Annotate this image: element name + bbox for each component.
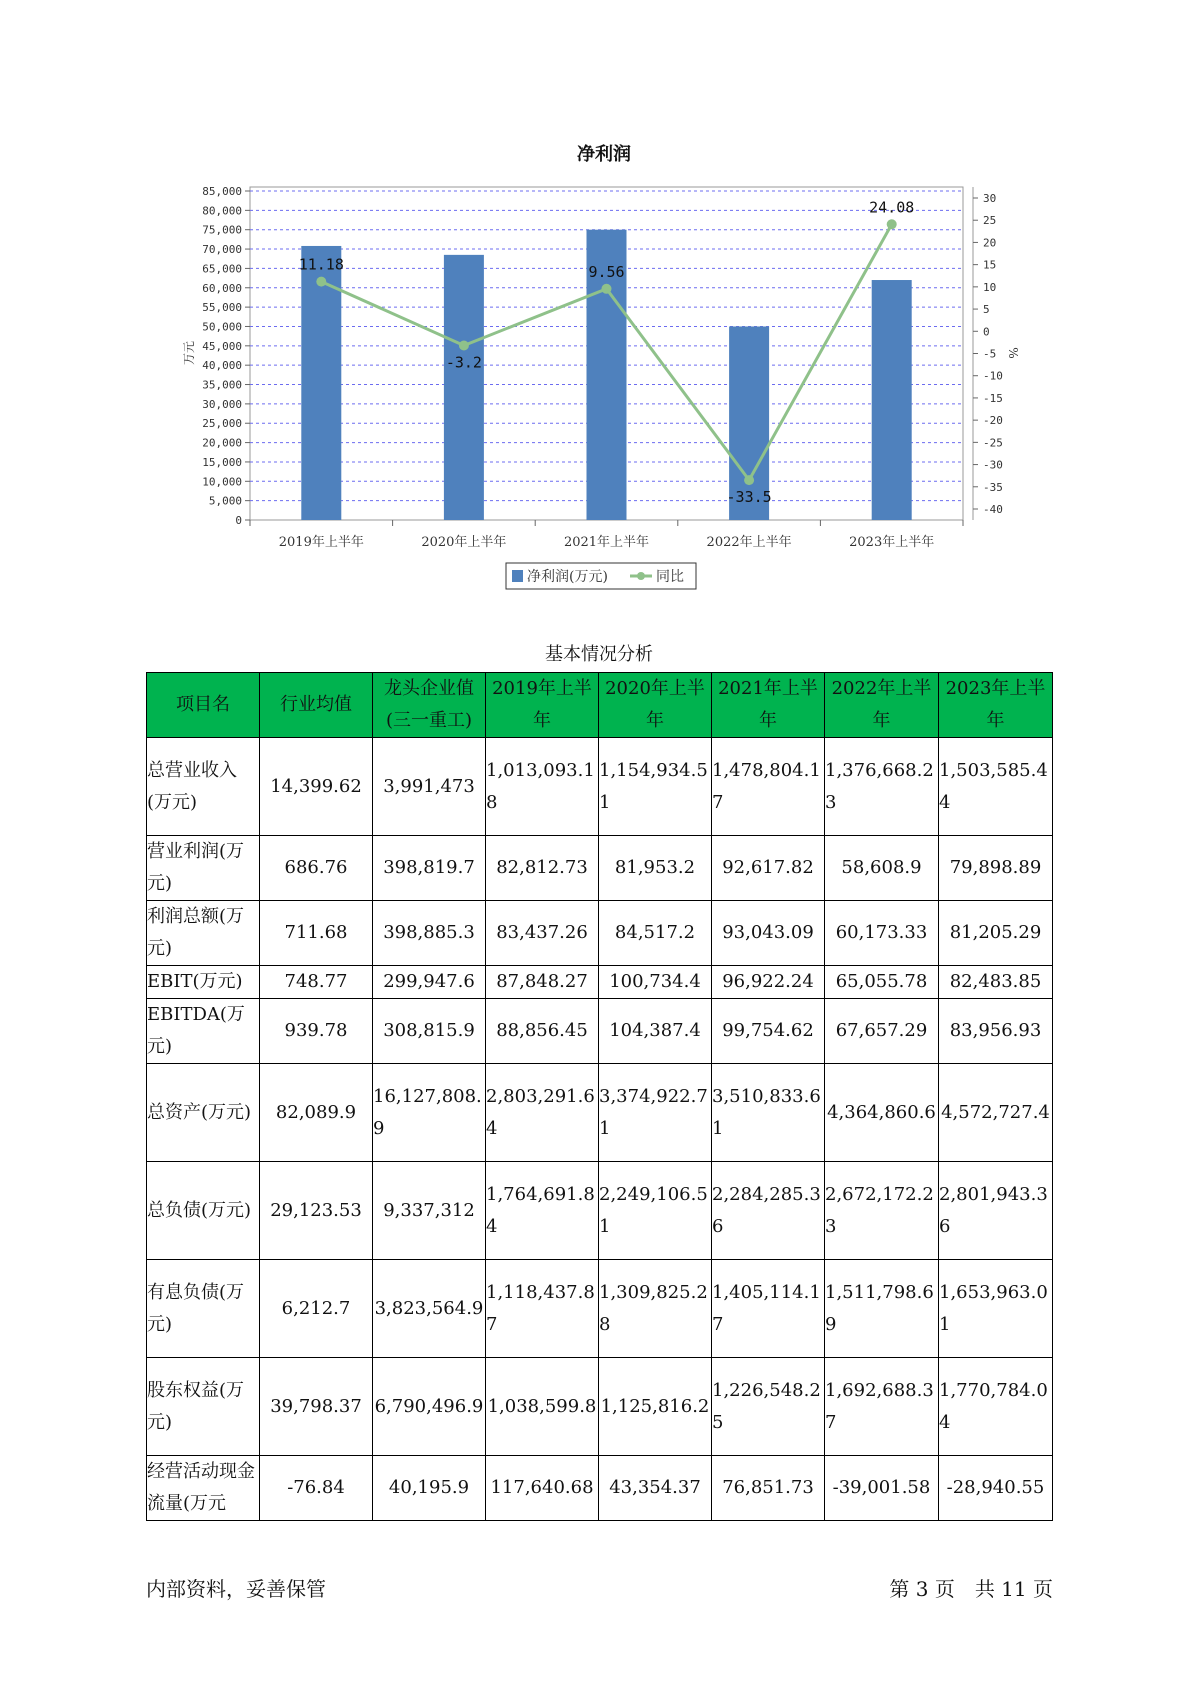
- row-value: 6,790,496.9: [373, 1358, 486, 1456]
- y-tick-label: 60,000: [202, 281, 242, 295]
- row-value: 117,640.68: [486, 1456, 599, 1521]
- y-axis-label: 万元: [182, 340, 196, 366]
- row-value: 1,376,668.23: [825, 738, 939, 836]
- y-tick-label: 65,000: [202, 262, 242, 276]
- row-value: 748.77: [260, 966, 373, 999]
- legend-line-label: 同比: [656, 569, 684, 585]
- y2-tick-label: -30: [983, 458, 1003, 472]
- row-value: 29,123.53: [260, 1162, 373, 1260]
- row-value: 76,851.73: [712, 1456, 825, 1521]
- table-row: [147, 1064, 1053, 1162]
- row-value: 398,885.3: [373, 901, 486, 966]
- row-value: 58,608.9: [825, 836, 939, 901]
- row-label: 经营活动现金流量(万元: [147, 1456, 260, 1521]
- row-label: EBIT(万元): [147, 966, 260, 999]
- row-value: 82,812.73: [486, 836, 599, 901]
- row-value: 939.78: [260, 999, 373, 1064]
- y2-tick-label: -5: [983, 347, 997, 361]
- table-row: [147, 836, 1053, 901]
- y2-tick-label: 0: [983, 325, 990, 339]
- bar-2023年上半年: [872, 280, 912, 520]
- y-tick-label: 70,000: [202, 243, 242, 257]
- yoy-point: [744, 475, 754, 485]
- row-value: 93,043.09: [712, 901, 825, 966]
- row-value: 1,770,784.04: [939, 1358, 1053, 1456]
- row-value: 1,692,688.37: [825, 1358, 939, 1456]
- y-tick-label: 50,000: [202, 320, 242, 334]
- row-label: 总负债(万元): [147, 1162, 260, 1260]
- row-value: 82,483.85: [939, 966, 1053, 999]
- row-value: 2,672,172.23: [825, 1162, 939, 1260]
- row-value: 104,387.4: [599, 999, 712, 1064]
- y2-tick-label: -40: [983, 503, 1003, 516]
- row-value: 81,205.29: [939, 901, 1053, 966]
- row-value: 82,089.9: [260, 1064, 373, 1162]
- row-value: 87,848.27: [486, 966, 599, 999]
- row-value: 686.76: [260, 836, 373, 901]
- row-value: 1,154,934.51: [599, 738, 712, 836]
- row-value: 84,517.2: [599, 901, 712, 966]
- row-value: 6,212.7: [260, 1260, 373, 1358]
- footer-page-number: 第 3 页 共 11 页: [889, 1577, 1053, 1601]
- y-tick-label: 85,000: [202, 185, 242, 198]
- x-tick-label: 2022年上半年: [706, 535, 792, 550]
- row-value: 4,572,727.4: [939, 1064, 1053, 1162]
- x-tick-label: 2020年上半年: [421, 535, 507, 550]
- y-tick-label: 40,000: [202, 359, 242, 373]
- row-value: 67,657.29: [825, 999, 939, 1064]
- yoy-point: [602, 284, 612, 294]
- row-value: 3,510,833.61: [712, 1064, 825, 1162]
- row-label: 营业利润(万元): [147, 836, 260, 901]
- row-value: 2,249,106.51: [599, 1162, 712, 1260]
- row-value: 1,118,437.87: [486, 1260, 599, 1358]
- row-value: -28,940.55: [939, 1456, 1053, 1521]
- y2-tick-label: -25: [983, 436, 1003, 450]
- header-2022h1: 2022年上半年: [825, 673, 939, 738]
- y-tick-label: 55,000: [202, 301, 242, 315]
- y-tick-label: 75,000: [202, 223, 242, 237]
- row-value: 1,125,816.2: [599, 1358, 712, 1456]
- table-row: [147, 738, 1053, 836]
- header-leader-value: 龙头企业值(三一重工): [373, 673, 486, 738]
- bar-2020年上半年: [444, 255, 484, 520]
- row-value: 83,437.26: [486, 901, 599, 966]
- table-row: [147, 1456, 1053, 1521]
- row-value: 3,991,473: [373, 738, 486, 836]
- row-value: 1,764,691.84: [486, 1162, 599, 1260]
- row-label: 有息负债(万元): [147, 1260, 260, 1358]
- y2-tick-label: 30: [983, 192, 997, 205]
- row-value: 398,819.7: [373, 836, 486, 901]
- row-value: 60,173.33: [825, 901, 939, 966]
- yoy-data-label: -33.5: [726, 488, 772, 507]
- table-row: [147, 901, 1053, 966]
- y2-tick-label: 5: [983, 303, 990, 317]
- row-label: 股东权益(万元): [147, 1358, 260, 1456]
- row-value: 1,309,825.28: [599, 1260, 712, 1358]
- y-tick-label: 45,000: [202, 339, 242, 353]
- y-tick-label: 30,000: [202, 397, 242, 411]
- table-row: [147, 1162, 1053, 1260]
- row-value: 3,823,564.9: [373, 1260, 486, 1358]
- yoy-point: [459, 341, 469, 351]
- basic-analysis-table: [146, 672, 1053, 1521]
- row-value: 79,898.89: [939, 836, 1053, 901]
- table-row: [147, 1358, 1053, 1456]
- x-tick-label: 2019年上半年: [278, 535, 364, 550]
- header-2020h1: 2020年上半年: [599, 673, 712, 738]
- row-value: 100,734.4: [599, 966, 712, 999]
- legend-bar-label: 净利润(万元): [527, 569, 608, 585]
- x-tick-label: 2023年上半年: [849, 535, 935, 550]
- row-value: 1,405,114.17: [712, 1260, 825, 1358]
- row-value: 40,195.9: [373, 1456, 486, 1521]
- row-value: 711.68: [260, 901, 373, 966]
- legend-bar-swatch: [512, 570, 523, 582]
- row-value: 1,511,798.69: [825, 1260, 939, 1358]
- y2-tick-label: -10: [983, 369, 1003, 383]
- row-label: 总营业收入(万元): [147, 738, 260, 836]
- y2-tick-label: 25: [983, 214, 997, 228]
- y-tick-label: 15,000: [202, 455, 242, 469]
- row-value: -76.84: [260, 1456, 373, 1521]
- row-label: EBITDA(万元): [147, 999, 260, 1064]
- legend-line-marker: [637, 572, 645, 580]
- y-tick-label: 20,000: [202, 436, 242, 450]
- yoy-data-label: -3.2: [445, 353, 482, 372]
- y-tick-label: 25,000: [202, 417, 242, 431]
- yoy-data-label: 9.56: [588, 262, 625, 281]
- header-2019h1: 2019年上半年: [486, 673, 599, 738]
- y-tick-label: 0: [235, 514, 242, 527]
- row-value: 1,038,599.8: [486, 1358, 599, 1456]
- row-value: 14,399.62: [260, 738, 373, 836]
- y2-tick-label: 20: [983, 236, 997, 250]
- y-tick-label: 80,000: [202, 204, 242, 218]
- row-value: 88,856.45: [486, 999, 599, 1064]
- chart-title: 净利润: [577, 144, 631, 165]
- table-row: [147, 966, 1053, 999]
- y-tick-label: 35,000: [202, 378, 242, 392]
- y2-tick-label: 15: [983, 258, 997, 272]
- row-value: 299,947.6: [373, 966, 486, 999]
- row-value: 96,922.24: [712, 966, 825, 999]
- y-tick-label: 10,000: [202, 475, 242, 489]
- yoy-point: [316, 277, 326, 287]
- x-tick-label: 2021年上半年: [563, 535, 650, 550]
- row-label: 总资产(万元): [147, 1064, 260, 1162]
- row-value: 83,956.93: [939, 999, 1053, 1064]
- y2-tick-label: -35: [983, 480, 1003, 494]
- header-2021h1: 2021年上半年: [712, 673, 825, 738]
- y2-axis-label: %: [1006, 347, 1020, 359]
- header-item-name: 项目名: [147, 673, 260, 738]
- table-title: 基本情况分析: [545, 644, 653, 665]
- y2-tick-label: 10: [983, 280, 997, 294]
- net-profit-chart: [0, 0, 1191, 620]
- row-value: 2,284,285.36: [712, 1162, 825, 1260]
- row-value: 1,478,804.17: [712, 738, 825, 836]
- row-value: 81,953.2: [599, 836, 712, 901]
- row-value: 1,226,548.25: [712, 1358, 825, 1456]
- row-value: 4,364,860.6: [825, 1064, 939, 1162]
- row-value: 43,354.37: [599, 1456, 712, 1521]
- row-value: 1,013,093.18: [486, 738, 599, 836]
- row-value: 99,754.62: [712, 999, 825, 1064]
- row-value: 65,055.78: [825, 966, 939, 999]
- row-value: 1,653,963.01: [939, 1260, 1053, 1358]
- y-tick-label: 5,000: [208, 494, 242, 508]
- row-value: 92,617.82: [712, 836, 825, 901]
- footer-confidential-note: 内部资料，妥善保管: [146, 1577, 326, 1601]
- header-2023h1: 2023年上半年: [939, 673, 1053, 738]
- y2-tick-label: -15: [983, 391, 1003, 405]
- yoy-data-label: 24.08: [869, 198, 915, 217]
- row-value: -39,001.58: [825, 1456, 939, 1521]
- row-value: 9,337,312: [373, 1162, 486, 1260]
- row-value: 3,374,922.71: [599, 1064, 712, 1162]
- row-value: 2,801,943.36: [939, 1162, 1053, 1260]
- row-value: 308,815.9: [373, 999, 486, 1064]
- table-row: [147, 1260, 1053, 1358]
- header-industry-avg: 行业均值: [260, 673, 373, 738]
- y2-tick-label: -20: [983, 414, 1003, 428]
- table-row: [147, 999, 1053, 1064]
- table-header-row: [147, 673, 1053, 738]
- row-label: 利润总额(万元): [147, 901, 260, 966]
- row-value: 2,803,291.64: [486, 1064, 599, 1162]
- row-value: 1,503,585.44: [939, 738, 1053, 836]
- row-value: 16,127,808.9: [373, 1064, 486, 1162]
- row-value: 39,798.37: [260, 1358, 373, 1456]
- yoy-data-label: 11.18: [298, 255, 344, 274]
- yoy-point: [887, 219, 897, 229]
